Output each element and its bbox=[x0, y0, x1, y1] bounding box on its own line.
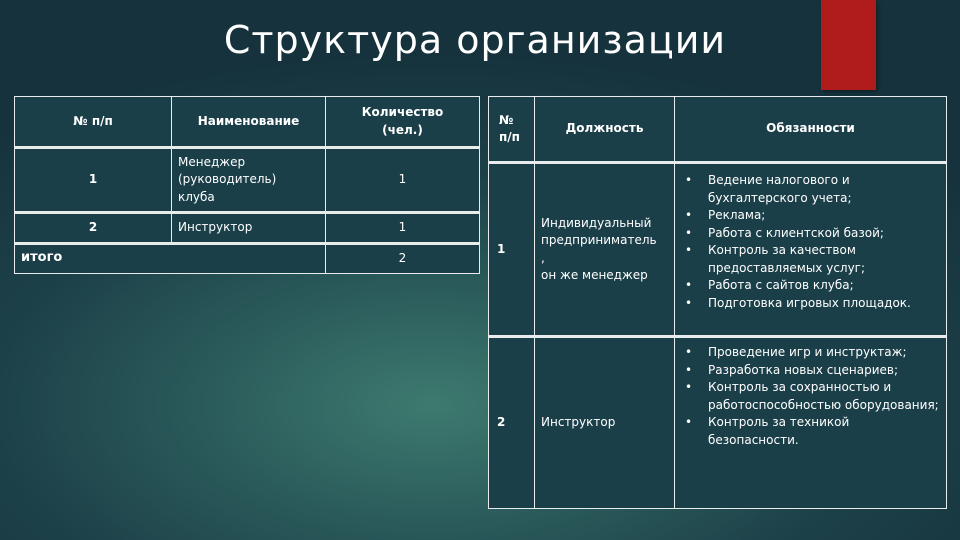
list-item: • Контроль за техникой безопасности. bbox=[681, 414, 940, 449]
duties-row-list-cell bbox=[675, 337, 947, 509]
staff-row-qty: 1 bbox=[326, 148, 480, 213]
list-item: • Контроль за сохранностью и работоспособностью оборудования; bbox=[681, 379, 940, 414]
duties-table bbox=[488, 96, 947, 509]
table-row bbox=[489, 337, 947, 509]
table-row bbox=[15, 213, 480, 244]
staff-row-num: 2 bbox=[15, 213, 172, 244]
staff-row-name: Инструктор bbox=[172, 213, 326, 244]
duties-row-num: 1 bbox=[489, 163, 535, 337]
staff-row-name: Менеджер (руководитель) клуба bbox=[172, 148, 326, 213]
staff-table-header-row bbox=[15, 97, 480, 148]
list-item: • Разработка новых сценариев; bbox=[681, 362, 940, 380]
list-item: • Работа с сайтов клуба; bbox=[681, 277, 940, 295]
staff-total-row bbox=[15, 244, 480, 274]
page-title: Структура организации bbox=[223, 18, 727, 62]
duties-row-list-cell bbox=[675, 163, 947, 337]
duties-list bbox=[681, 344, 940, 449]
duties-row-position: Инструктор bbox=[535, 337, 675, 509]
list-item: • Подготовка игровых площадок. bbox=[681, 295, 940, 313]
duties-list bbox=[681, 172, 940, 312]
table-row bbox=[15, 148, 480, 213]
staff-total-label: итого bbox=[15, 244, 326, 274]
staff-header-name: Наименование bbox=[172, 97, 326, 148]
staff-header-num: № п/п bbox=[15, 97, 172, 148]
list-item: • Проведение игр и инструктаж; bbox=[681, 344, 940, 362]
list-item: • Контроль за качеством предоставляемых услуг; bbox=[681, 242, 940, 277]
duties-table-header-row bbox=[489, 97, 947, 163]
staff-table bbox=[14, 96, 480, 274]
duties-row-num: 2 bbox=[489, 337, 535, 509]
list-item: • Ведение налогового и бухгалтерского учета; bbox=[681, 172, 940, 207]
duties-header-num: № п/п bbox=[489, 97, 535, 163]
duties-header-position: Должность bbox=[535, 97, 675, 163]
staff-total-value: 2 bbox=[326, 244, 480, 274]
staff-row-qty: 1 bbox=[326, 213, 480, 244]
staff-header-qty: Количество (чел.) bbox=[326, 97, 480, 148]
table-row bbox=[489, 163, 947, 337]
staff-row-num: 1 bbox=[15, 148, 172, 213]
list-item: • Реклама; bbox=[681, 207, 940, 225]
list-item: • Работа с клиентской базой; bbox=[681, 225, 940, 243]
duties-header-duties: Обязанности bbox=[675, 97, 947, 163]
duties-row-position: Индивидуальный предприниматель , он же менеджер bbox=[535, 163, 675, 337]
